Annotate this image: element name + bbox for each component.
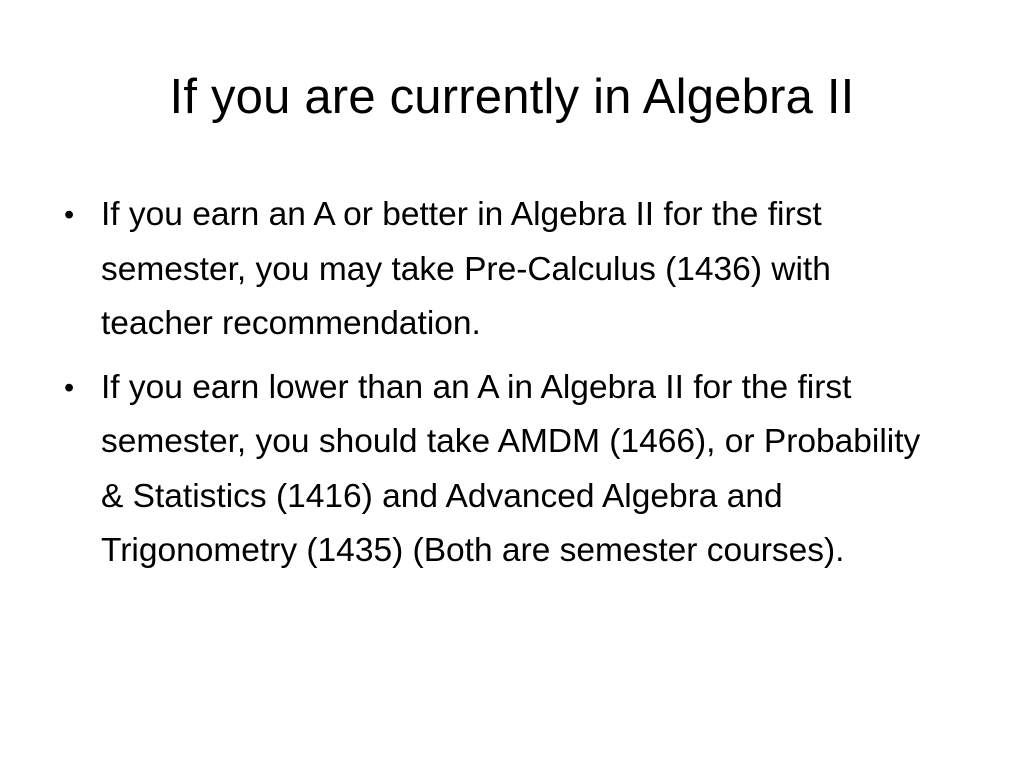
bullet-text: If you earn an A or better in Algebra II for the first semester, you may take Pre-Calculus (1436) with teacher recommendation. [101, 196, 831, 342]
bullet-list [64, 188, 944, 588]
bullet-dot-icon: • [64, 199, 75, 231]
bullet-dot-icon: • [64, 371, 75, 404]
bullet-item [64, 188, 944, 352]
slide-title: If you are currently in Algebra II [169, 70, 855, 124]
bullet-text: If you earn lower than an A in Algebra II for the first semester, you should take AMDM (1466), or Probability & Statistics (1416) and Advanced Algebra and Trigonometry (1435) (Both are semester courses). [101, 368, 921, 569]
bullet-item [64, 361, 944, 579]
